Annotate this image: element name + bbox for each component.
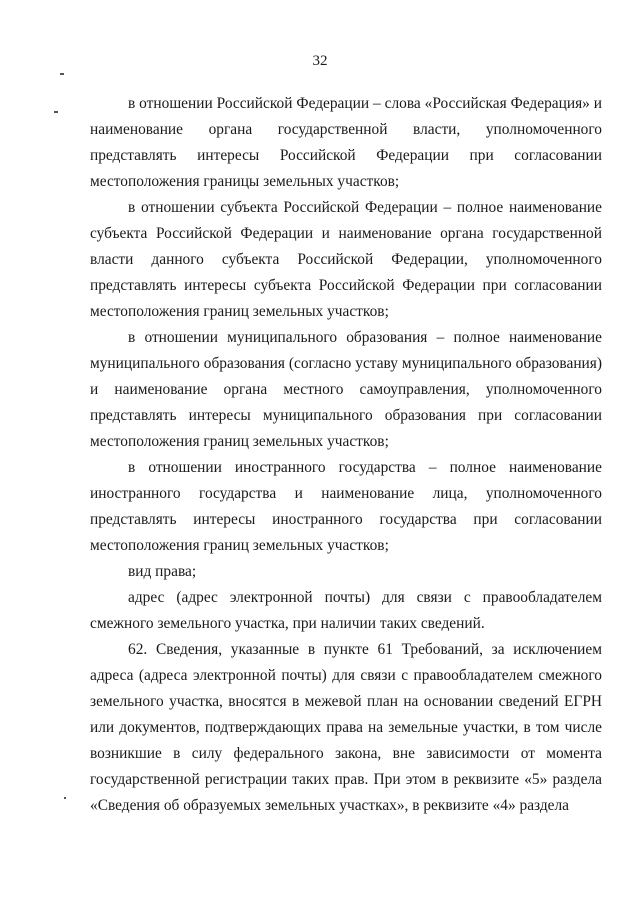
paragraph-municipality: в отношении муниципального образования – полное наименование муниципального образования (согласно уставу муниципального образования) и наименование органа местного самоуправления, уполномоченного представлять интересы муниципального образования при согласовании местоположения границ земельных участков; — [90, 329, 602, 450]
paragraph-right-type: вид права; — [128, 563, 197, 580]
paragraph-foreign-state: в отношении иностранного государства – полное наименование иностранного государства и наименование лица, уполномоченного представлять интересы иностранного государства при согласовании местоположения границ земельных участков; — [90, 459, 602, 554]
page-number: 32 — [312, 53, 328, 69]
paragraph-federal-subject: в отношении субъекта Российской Федерации – полное наименование субъекта Российской Федерации и наименование органа государственной власти данного субъекта Российской Федерации, уполномоченного представлять интересы субъекта Российской Федерации при согласовании местоположения границ земельных участков; — [90, 199, 602, 320]
scan-mark — [60, 73, 64, 75]
scan-mark — [64, 797, 66, 799]
paragraph-item-62: 62. Сведения, указанные в пункте 61 Требований, за исключением адреса (адреса электронной почты) для связи с правообладателем смежного земельного участка, вносятся в межевой план на основании сведений ЕГРН или документов, подтверждающих права на земельные участки, в том числе возникшие в силу федерального закона, вне зависимости от момента государственной регистрации таких прав. При этом в реквизите «5» раздела «Сведения об образуемых земельных участках», в реквизите «4» раздела — [90, 641, 602, 814]
document-body — [90, 91, 602, 819]
paragraph-email-address: адрес (адрес электронной почты) для связи с правообладателем смежного земельного участка, при наличии таких сведений. — [90, 589, 602, 632]
scan-mark — [54, 111, 58, 113]
paragraph-russian-federation: в отношении Российской Федерации – слова «Российская Федерация» и наименование органа государственной власти, уполномоченного представлять интересы Российской Федерации при согласовании местоположения границы земельных участков; — [90, 95, 602, 190]
